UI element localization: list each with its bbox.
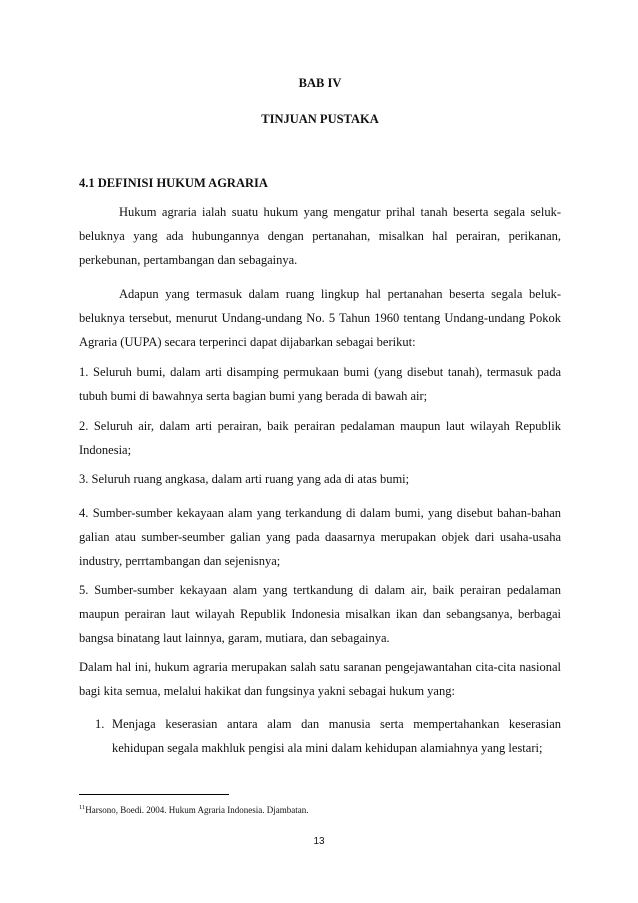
list-item <box>95 712 561 760</box>
list-item-text: Menjaga keserasian antara alam dan manusia serta mempertahankan keserasian kehidupan segala makhluk pengisi ala mini dalam kehidupan alamiahnya yang lestari; <box>112 717 561 755</box>
chapter-title: TINJUAN PUSTAKA <box>261 112 379 126</box>
list-item-number: 1. <box>95 717 105 731</box>
footnote-text: Harsono, Boedi. 2004. Hukum Agraria Indonesia. Djambatan. <box>85 805 309 815</box>
scope-item-5: 5. Sumber-sumber kekayaan alam yang tertkandung di dalam air, baik perairan pedalaman maupun perairan laut wilayah Republik Indonesia misalkan ikan dan sebangsanya, berbagai bangsa binatang laut lainnya, garam, mutiara, dan sebagainya. <box>79 583 561 645</box>
scope-item-3: 3. Seluruh ruang angkasa, dalam arti ruang yang ada di atas bumi; <box>79 472 410 486</box>
page-number: 13 <box>313 836 325 847</box>
section-heading: 4.1 DEFINISI HUKUM AGRARIA <box>79 176 268 190</box>
paragraph-definition: Hukum agraria ialah suatu hukum yang mengatur prihal tanah beserta segala seluk-beluknya yang ada hubungannya dengan pertanahan, misalkan hal perairan, perikanan, perkebunan, pertambangan dan sebagainya. <box>79 205 561 267</box>
scope-item-1: 1. Seluruh bumi, dalam arti disamping permukaan bumi (yang disebut tanah), termasuk pada tubuh bumi di bawahnya serta bagian bumi yang berada di bawah air; <box>79 365 561 403</box>
footnote-mark: 11 <box>79 804 86 811</box>
scope-item-2: 2. Seluruh air, dalam arti perairan, baik perairan pedalaman maupun laut wilayah Republik Indonesia; <box>79 419 561 457</box>
footnote-divider <box>79 794 229 795</box>
paragraph-scope: Adapun yang termasuk dalam ruang lingkup hal pertanahan beserta segala beluk-beluknya tersebut, menurut Undang-undang No. 5 Tahun 1960 tentang Undang-undang Pokok Agraria (UUPA) secara terperinci dapat dijabarkan sebagai berikut: <box>79 287 561 349</box>
footnote <box>79 804 308 815</box>
paragraph-closing: Dalam hal ini, hukum agraria merupakan salah satu saranan pengejawantahan cita-cita nasional bagi kita semua, melalui hakikat dan fungsinya yakni sebagai hukum yang: <box>79 660 561 698</box>
chapter-number: BAB IV <box>298 76 342 90</box>
scope-item-4: 4. Sumber-sumber kekayaan alam yang terkandung di dalam bumi, yang disebut bahan-bahan galian atau sumber-seumber galian yang pada daasarnya merupakan objek dari usaha-usaha industry, perrtambangan dan sejenisnya; <box>79 506 561 568</box>
